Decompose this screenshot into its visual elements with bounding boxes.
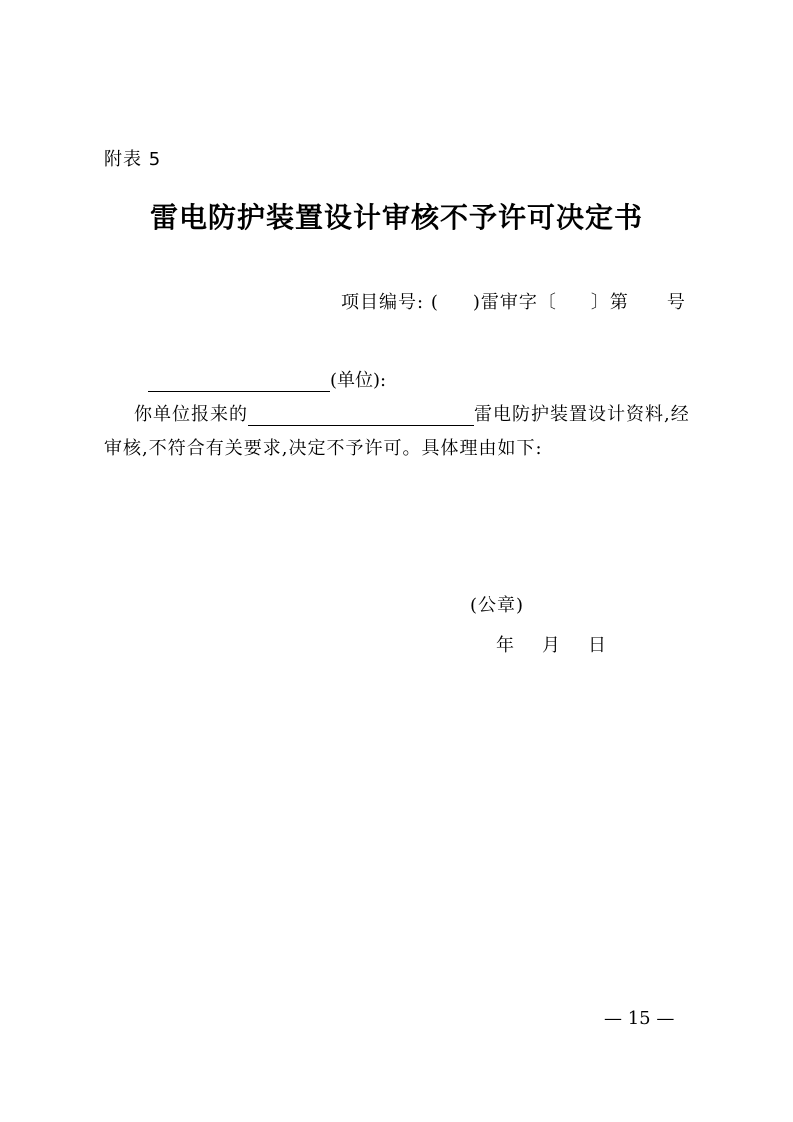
project-number-suffix: 号 (666, 292, 686, 313)
date-line (496, 631, 606, 657)
body-line-1 (134, 400, 690, 426)
project-mid-text: )雷审字〔 (472, 292, 557, 313)
project-number-line (341, 288, 686, 314)
recipient-line (148, 366, 386, 392)
project-number-label: 项目编号: (341, 292, 425, 313)
project-bracket-close: 〕第 (590, 292, 629, 313)
document-title: 雷电防护装置设计审核不予许可决定书 (149, 201, 643, 234)
unit-blank (148, 371, 330, 392)
project-open-paren: ( (430, 292, 439, 313)
date-year: 年 (496, 635, 514, 656)
page-number: — 15 — (604, 1008, 675, 1029)
body-line-2: 审核,不符合有关要求,决定不予许可。具体理由如下: (104, 438, 543, 459)
date-month: 月 (542, 635, 560, 656)
project-name-blank (248, 405, 474, 426)
date-day: 日 (588, 635, 606, 656)
appendix-label: 附表 5 (104, 149, 162, 170)
official-seal-label: (公章) (470, 595, 525, 616)
body-line1-suffix: 雷电防护装置设计资料,经 (474, 404, 690, 425)
body-line1-prefix: 你单位报来的 (134, 404, 248, 425)
unit-label: (单位): (330, 370, 387, 391)
